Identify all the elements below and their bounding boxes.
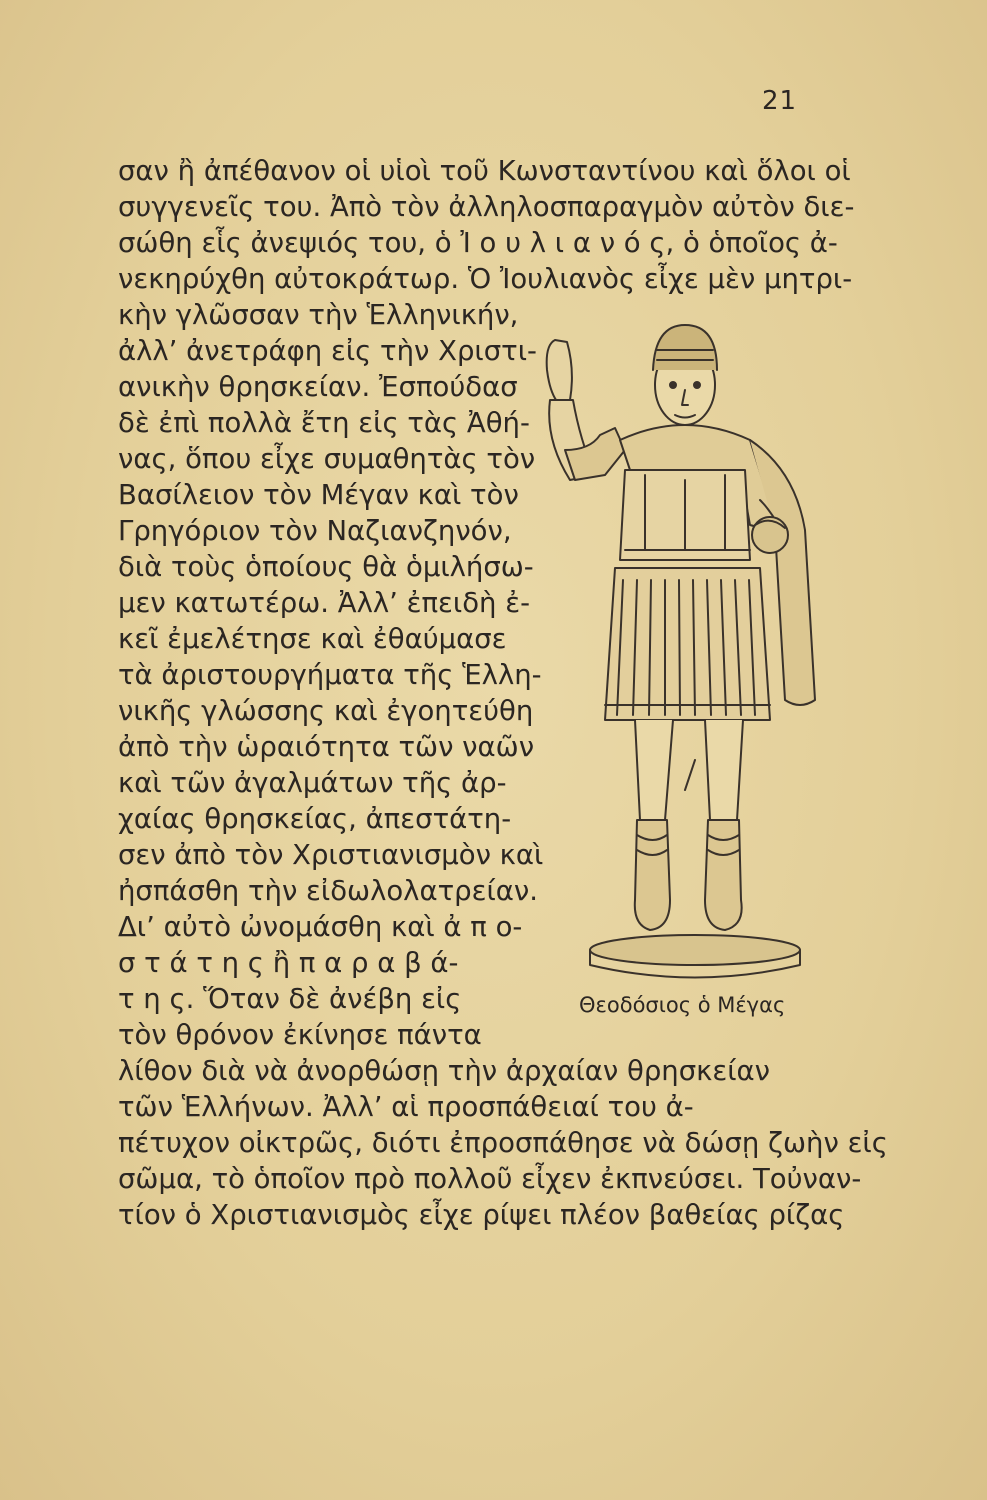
text-line: ἀλλ’ ἀνετράφη εἰς τὴν Χριστι- (118, 335, 537, 367)
text-line: Δι’ αὐτὸ ὠνομάσθη καὶ ἀ π ο- (118, 911, 523, 943)
text-line: συγγενεῖς του. Ἀπὸ τὸν ἀλληλοσπαραγμὸν αὐτὸν διε- (118, 191, 855, 223)
text-line: νικῆς γλώσσης καὶ ἐγοητεύθη (118, 695, 534, 727)
text-line: νας, ὅπου εἶχε συμαθητὰς τὸν (118, 443, 536, 475)
text-line: νεκηρύχθη αὐτοκράτωρ. Ὁ Ἰουλιανὸς εἶχε μὲν μητρι- (118, 263, 853, 295)
text-line: σώθη εἷς ἀνεψιός του, ὁ Ἰ ο υ λ ι α ν ό ς, ὁ ὁποῖος ἀ- (118, 227, 838, 259)
text-line: χαίας θρησκείας, ἀπεστάτη- (118, 803, 512, 835)
page-number: 21 (762, 86, 798, 116)
statue-illustration (545, 300, 845, 990)
text-line: πέτυχον οἰκτρῶς, διότι ἐπροσπάθησε νὰ δώσῃ ζωὴν εἰς (118, 1127, 888, 1159)
text-line: διὰ τοὺς ὁποίους θὰ ὁμιλήσω- (118, 551, 534, 583)
text-line: μεν κατωτέρω. Ἀλλ’ ἐπειδὴ ἐ- (118, 587, 530, 619)
text-line: λίθον διὰ νὰ ἀνορθώσῃ τὴν ἀρχαίαν θρησκείαν (118, 1055, 771, 1087)
text-line: Γρηγόριον τὸν Ναζιανζηνόν, (118, 515, 512, 547)
text-line: τίον ὁ Χριστιανισμὸς εἶχε ρίψει πλέον βαθείας ρίζας (118, 1199, 845, 1231)
text-line: ἀπὸ τὴν ὡραιότητα τῶν ναῶν (118, 731, 535, 763)
text-line: κὴν γλῶσσαν τὴν Ἑλληνικήν, (118, 299, 519, 331)
text-line: τὰ ἀριστουργήματα τῆς Ἑλλη- (118, 659, 542, 691)
text-line: σ τ ά τ η ς ἢ π α ρ α β ά- (118, 947, 459, 979)
text-line: σαν ἢ ἀπέθανον οἱ υἱοὶ τοῦ Κωνσταντίνου καὶ ὅλοι οἱ (118, 155, 851, 187)
text-line: κεῖ ἐμελέτησε καὶ ἐθαύμασε (118, 623, 507, 655)
text-line: Βασίλειον τὸν Μέγαν καὶ τὸν (118, 479, 519, 511)
text-line: τῶν Ἑλλήνων. Ἀλλ’ αἱ προσπάθειαί του ἀ- (118, 1091, 694, 1123)
text-line: σεν ἀπὸ τὸν Χριστιανισμὸν καὶ (118, 839, 544, 871)
figure-caption: Θεοδόσιος ὁ Μέγας (579, 993, 786, 1017)
text-line: σῶμα, τὸ ὁποῖον πρὸ πολλοῦ εἶχεν ἐκπνεύσει. Τοὐναν- (118, 1163, 862, 1195)
text-line: καὶ τῶν ἀγαλμάτων τῆς ἀρ- (118, 767, 507, 799)
text-line: τὸν θρόνον ἐκίνησε πάντα (118, 1019, 482, 1051)
text-line: ἠσπάσθη τὴν εἰδωλολατρείαν. (118, 875, 538, 907)
text-line: ανικὴν θρησκείαν. Ἐσπούδασ (118, 371, 518, 403)
text-line: τ η ς. Ὅταν δὲ ἀνέβη εἰς (118, 983, 462, 1015)
text-line: δὲ ἐπὶ πολλὰ ἔτη εἰς τὰς Ἀθή- (118, 407, 530, 439)
